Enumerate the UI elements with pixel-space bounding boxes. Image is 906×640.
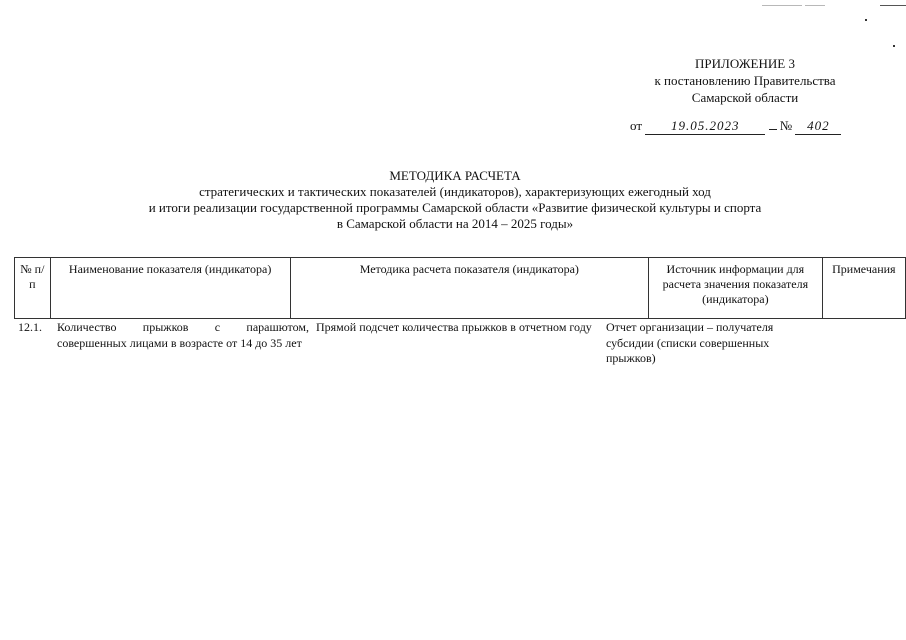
date-prefix: от [630, 118, 643, 133]
header-calculation-method: Методика расчета показателя (индикатора) [290, 258, 648, 319]
row-indicator-name: Количество прыжков с парашютом, совершенных лицами в возрасте от 14 до 35 лет [57, 320, 309, 350]
scan-artifact-line [880, 5, 906, 6]
scan-artifact-line [762, 5, 802, 6]
document-subtitle-line: в Самарской области на 2014 – 2025 годы» [336, 216, 574, 231]
document-subtitle-line: и итоги реализации государственной программы Самарской области «Развитие физической культуры и спорта [148, 200, 762, 215]
appendix-title: ПРИЛОЖЕНИЕ 3 [695, 56, 795, 71]
header-info-source: Источник информации для расчета значения показателя (индикатора) [649, 258, 823, 319]
number-prefix: № [779, 118, 793, 133]
scan-artifact-dot [893, 45, 895, 47]
row-calculation-method: Прямой подсчет количества прыжков в отчетном году [316, 320, 592, 334]
row-num: 12.1. [18, 320, 42, 334]
header-notes: Примечания [822, 258, 905, 319]
scan-artifact-line [805, 5, 825, 6]
methodology-table-header [14, 257, 906, 319]
document-subtitle-line: стратегических и тактических показателей (индикаторов), характеризующих ежегодный ход [199, 184, 711, 199]
document-title-block [40, 168, 870, 232]
document-title: МЕТОДИКА РАСЧЕТА [389, 168, 521, 183]
order-reference [630, 118, 841, 135]
date-handwritten: 19.05.2023 [645, 118, 765, 135]
header-indicator-name: Наименование показателя (индикатора) [50, 258, 290, 319]
appendix-line-2: Самарской области [691, 90, 799, 105]
appendix-line-1: к постановлению Правительства [654, 73, 836, 88]
scan-artifact-dot [865, 19, 867, 21]
number-handwritten: 402 [795, 118, 841, 135]
header-num: № п/п [15, 258, 51, 319]
row-info-source: Отчет организации – получателя субсидии (списки совершенных прыжков) [606, 320, 774, 365]
